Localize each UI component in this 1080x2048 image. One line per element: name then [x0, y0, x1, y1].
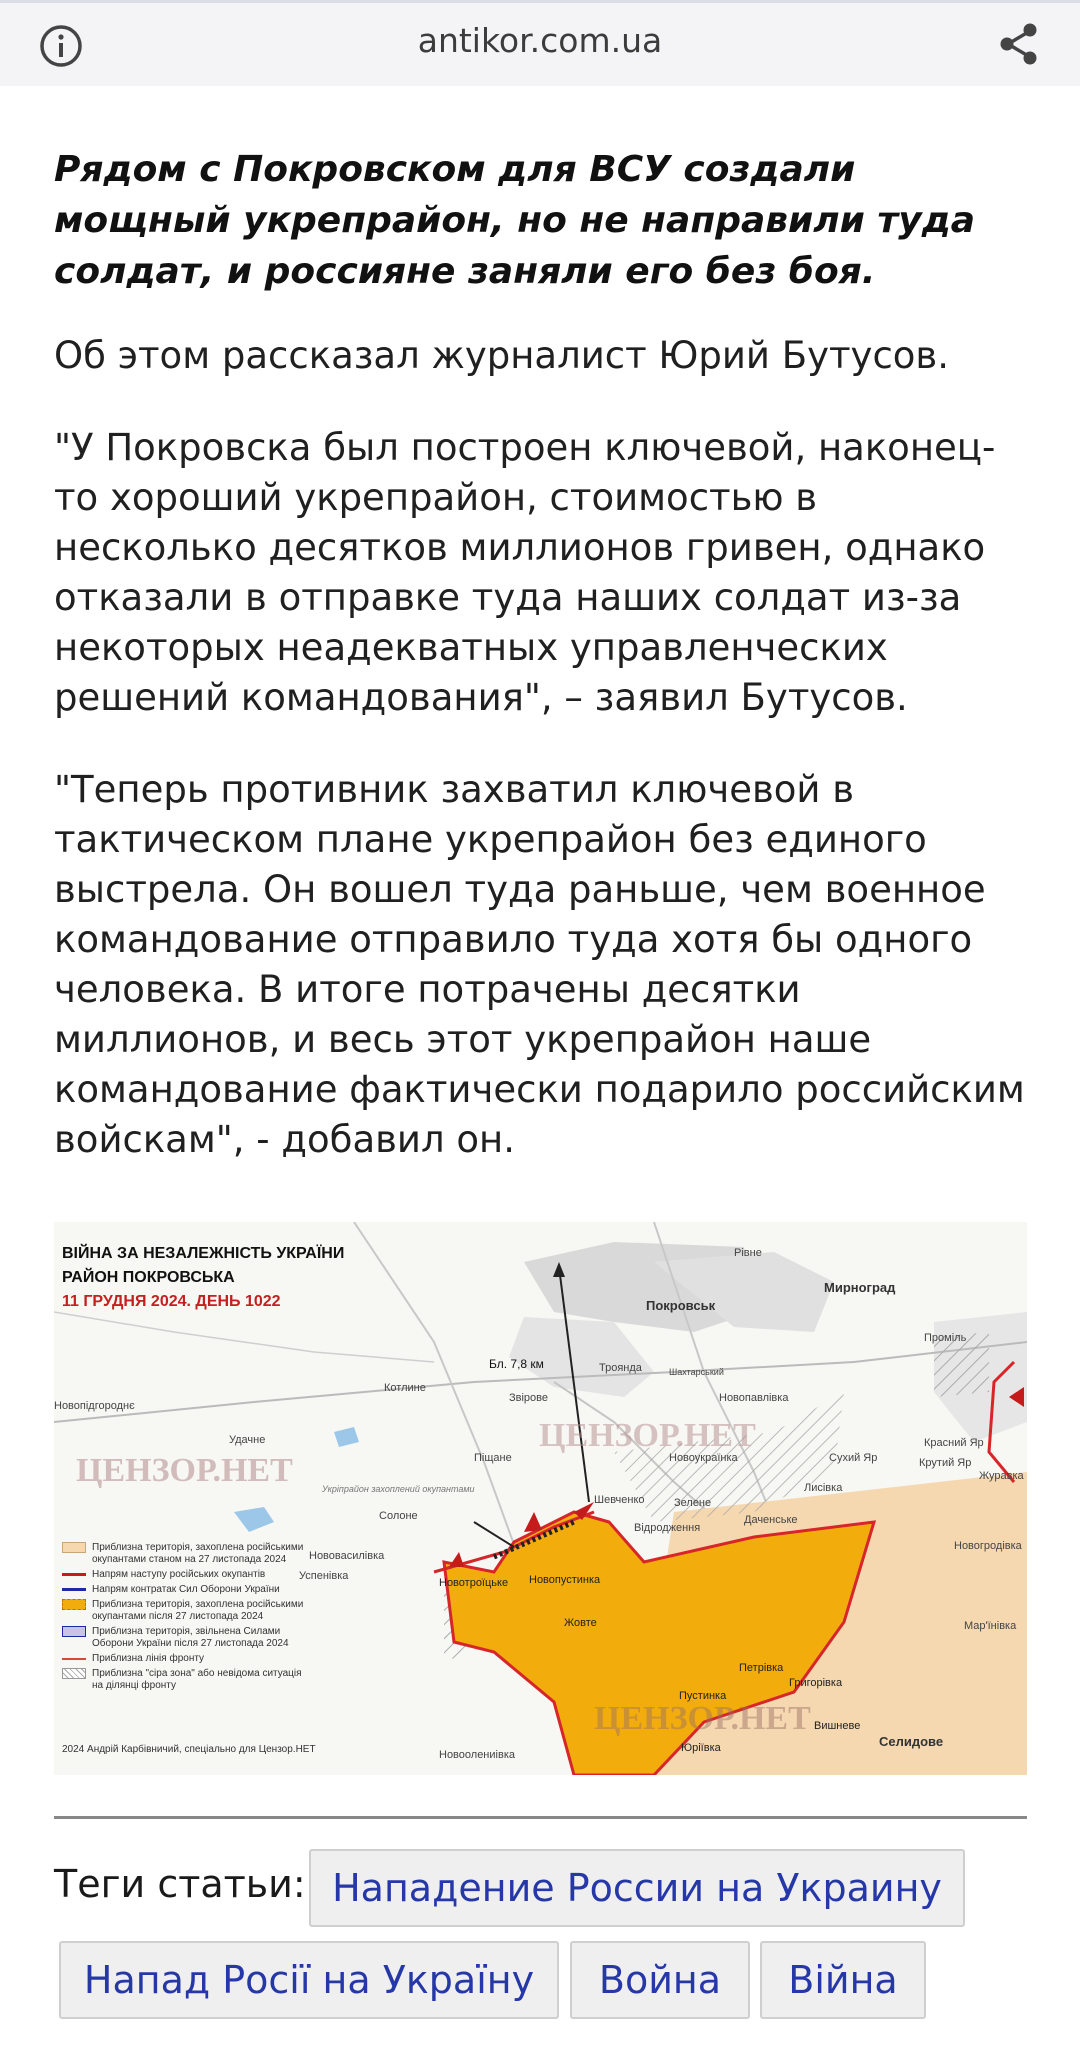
map-place-label: Журавка	[979, 1470, 1024, 1482]
arrow-blue-icon	[62, 1588, 86, 1591]
map-watermark: ЦЕНЗОР.НЕТ	[76, 1452, 293, 1489]
map-place-label: Крутий Яр	[919, 1457, 972, 1469]
map-place-label: Звірове	[509, 1392, 549, 1404]
tag-button[interactable]: Нападение России на Украину	[309, 1849, 965, 1927]
map-place-label: Лисівка	[804, 1482, 843, 1494]
map-place-label: Петрівка	[739, 1662, 784, 1674]
map-place-label: Удачне	[229, 1434, 266, 1446]
legend-text: Приблизна територія, захоплена російськими окупантами після 27 листопада 2024	[92, 1599, 304, 1622]
article-body	[54, 86, 1029, 1165]
map-place-label: Мирноград	[824, 1280, 896, 1295]
article-paragraph: "Теперь противник захватил ключевой в тактическом плане укрепрайон без единого выстрела. Он вошел туда раньше, чем военное командование отправило туда хотя бы одного человека. В итоге потрачены десятки миллионов, и весь этот укрепрайон наше командование фактически подарило российским войскам", - добавил он.	[54, 768, 1025, 1161]
map-place-label: Відродження	[634, 1522, 701, 1534]
map-place-label: Шахтарський	[669, 1367, 724, 1377]
map-place-label: Новотроїцьке	[439, 1577, 509, 1589]
tag-button[interactable]: Напад Росії на Україну	[59, 1941, 559, 2019]
legend-text: Приблизна територія, захоплена російськими окупантами станом на 27 листопада 2024	[92, 1542, 304, 1565]
browser-address-bar	[0, 0, 1080, 86]
map-place-label: Зелене	[674, 1497, 712, 1509]
article-paragraph: Об этом рассказал журналист Юрий Бутусов.	[54, 334, 949, 377]
map-place-label: Котлине	[384, 1382, 426, 1394]
legend-swatch	[62, 1542, 86, 1553]
map-place-label: Новоолениівка	[439, 1749, 515, 1761]
map-place-label: Красний Яр	[924, 1437, 984, 1449]
map-title	[62, 1242, 344, 1314]
tag-button[interactable]: Війна	[760, 1941, 926, 2019]
map-date-line: 11 ГРУДНЯ 2024. ДЕНЬ 1022	[62, 1293, 281, 1310]
map-place-label: Шевченко	[594, 1494, 645, 1506]
map-place-label: Піщане	[474, 1452, 512, 1464]
legend-item	[62, 1653, 312, 1665]
article-lead: Рядом с Покровском для ВСУ создали мощный укрепрайон, но не направили туда солдат, и россияне заняли его без боя.	[54, 149, 976, 292]
map-title-line: ВІЙНА ЗА НЕЗАЛЕЖНІСТЬ УКРАЇНИ	[62, 1245, 345, 1262]
map-watermark: ЦЕНЗОР.НЕТ	[539, 1417, 756, 1454]
legend-item	[62, 1542, 312, 1566]
map-annotation: Укріпрайон захоплений окупантами	[322, 1484, 475, 1494]
arrow-red-icon	[62, 1573, 86, 1576]
map-title-line: РАЙОН ПОКРОВСЬКА	[62, 1269, 235, 1286]
map-place-label: Селидове	[879, 1734, 944, 1749]
map-place-label: Успенівка	[299, 1570, 349, 1582]
map-legend	[62, 1542, 312, 1695]
legend-text: Напрям наступу російських окупантів	[92, 1569, 266, 1580]
legend-text: Приблизна лінія фронту	[92, 1653, 205, 1664]
legend-swatch	[62, 1599, 86, 1610]
map-distance-label: Бл. 7,8 км	[489, 1357, 544, 1371]
legend-line	[62, 1658, 86, 1660]
map-place-label: Солоне	[379, 1510, 418, 1522]
map-place-label: Проміль	[924, 1332, 967, 1344]
legend-swatch	[62, 1668, 86, 1679]
legend-item	[62, 1569, 312, 1581]
map-place-label: Юріївка	[681, 1742, 721, 1754]
map-place-label: Новоукраїнка	[669, 1452, 738, 1464]
legend-text: Напрям контратак Сил Оборони України	[92, 1584, 280, 1595]
map-place-label: Рівне	[734, 1247, 762, 1259]
article-map-image[interactable]	[54, 1222, 1027, 1775]
legend-text: Приблизна територія, звільнена Силами Оборони України після 27 листопада 2024	[92, 1626, 289, 1649]
page-url[interactable]: antikor.com.ua	[417, 21, 663, 60]
article-paragraph: "У Покровска был построен ключевой, наконец-то хороший укрепрайон, стоимостью в несколько десятков миллионов гривен, однако отказали в отправке туда наших солдат из-за некоторых неадекватных управленческих решений командования", – заявил Бутусов.	[54, 426, 996, 719]
section-divider	[54, 1816, 1027, 1819]
map-place-label: Новопустинка	[529, 1574, 601, 1586]
map-place-label: Покровськ	[646, 1298, 716, 1313]
map-place-label: Новопавлівка	[719, 1392, 789, 1404]
map-place-label: Вишневе	[814, 1720, 861, 1732]
map-place-label: Нововасилівка	[309, 1550, 385, 1562]
tags-label: Теги статьи:	[54, 1862, 306, 1906]
legend-item	[62, 1626, 312, 1650]
legend-item	[62, 1584, 312, 1596]
map-place-label: Жовте	[564, 1617, 597, 1629]
map-watermark: ЦЕНЗОР.НЕТ	[594, 1700, 811, 1737]
map-place-label: Новогродівка	[954, 1540, 1022, 1552]
map-credit: 2024 Андрій Карбівничий, спеціально для Цензор.НЕТ	[62, 1744, 316, 1755]
share-icon[interactable]	[994, 19, 1044, 69]
legend-text: Приблизна "сіра зона" або невідома ситуація на ділянці фронту	[92, 1668, 302, 1691]
map-place-label: Даченське	[744, 1514, 798, 1526]
map-place-label: Мар'їнівка	[964, 1620, 1017, 1632]
legend-item	[62, 1599, 312, 1623]
map-place-label: Новопідгороднє	[54, 1400, 135, 1412]
map-place-label: Сухий Яр	[829, 1452, 878, 1464]
tag-button[interactable]: Война	[570, 1941, 750, 2019]
map-place-label: Троянда	[599, 1362, 642, 1374]
map-place-label: Григорівка	[789, 1677, 843, 1689]
legend-swatch	[62, 1626, 86, 1637]
legend-item	[62, 1668, 312, 1692]
map-place-label: Пустинка	[679, 1690, 727, 1702]
